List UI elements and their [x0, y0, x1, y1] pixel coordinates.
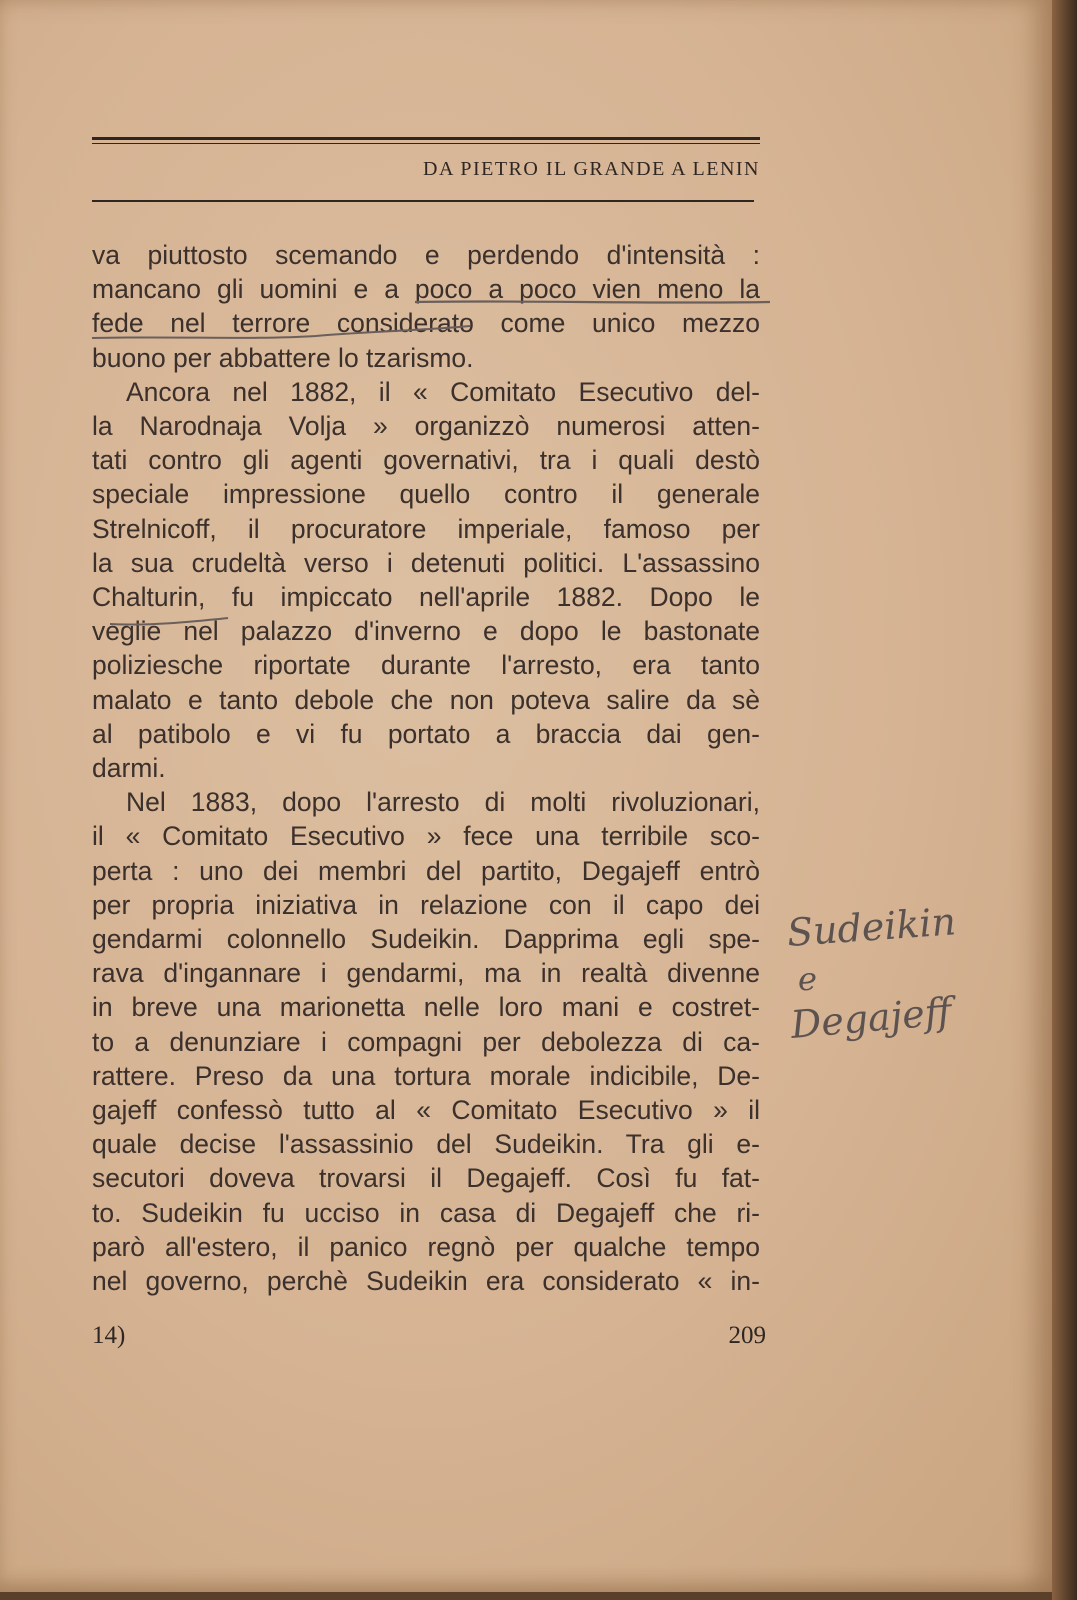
text-line: mancano gli uomini e a poco a poco vien meno la [92, 274, 760, 305]
signature-mark: 14) [92, 1322, 126, 1349]
header-rule-bottom [92, 200, 754, 202]
text-line: buono per abbattere lo tzarismo. [92, 342, 474, 373]
text-line: rava d'ingannare i gendarmi, ma in realtà divenne [92, 958, 760, 989]
text-line: secutori doveva trovarsi il Degajeff. Così fu fat- [92, 1163, 760, 1194]
text-line: Strelnicoff, il procuratore imperiale, famoso per [92, 513, 760, 544]
text-line: gendarmi colonnello Sudeikin. Dapprima egli spe- [92, 924, 760, 955]
text-line: Ancora nel 1882, il « Comitato Esecutivo del- [126, 376, 760, 407]
text-line: va piuttosto scemando e perdendo d'intensità : [92, 240, 760, 270]
page-number: 209 [728, 1322, 766, 1349]
text-line: to. Sudeikin fu ucciso in casa di Degajeff che ri- [92, 1197, 760, 1228]
text-line: la Narodnaja Volja » organizzò numerosi atten- [92, 411, 760, 442]
margin-note-line-2: e [798, 960, 817, 998]
text-line: parò all'estero, il panico regnò per qualche tempo [92, 1231, 760, 1262]
text-line: tati contro gli agenti governativi, tra i quali destò [92, 445, 760, 476]
margin-note-line-1: Sudeikin [785, 899, 958, 955]
text-line: la sua crudeltà verso i detenuti politici. L'assassino [92, 547, 760, 578]
header-rule-thick [92, 137, 760, 140]
text-line: to a denunziare i compagni per debolezza di ca- [92, 1026, 760, 1057]
running-head: DA PIETRO IL GRANDE A LENIN [423, 158, 760, 180]
text-line: perta : uno dei membri del partito, Degajeff entrò [92, 855, 760, 886]
text-line: rattere. Preso da una tortura morale indicibile, De- [92, 1060, 760, 1091]
text-line: per propria iniziativa in relazione con il capo dei [92, 889, 760, 920]
text-line: malato e tanto debole che non poteva salire da sè [92, 684, 760, 715]
text-line: nel governo, perchè Sudeikin era considerato « in- [92, 1266, 760, 1297]
body-text [92, 238, 760, 1298]
text-line: veglie nel palazzo d'inverno e dopo le bastonate [92, 616, 760, 647]
margin-note-line-3: Degajeff [788, 989, 954, 1047]
text-line: poliziesche riportate durante l'arresto, era tanto [92, 650, 760, 681]
text-line: darmi. [92, 753, 166, 784]
text-line: Chalturin, fu impiccato nell'aprile 1882. Dopo le [92, 582, 760, 613]
page-edge-shadow [1052, 0, 1077, 1600]
text-line: in breve una marionetta nelle loro mani e costret- [92, 992, 760, 1023]
text-line: quale decise l'assassinio del Sudeikin. Tra gli e- [92, 1129, 760, 1160]
text-line: al patibolo e vi fu portato a braccia dai gen- [92, 718, 760, 749]
handwritten-margin-note [784, 890, 984, 1070]
text-line: Nel 1883, dopo l'arresto di molti rivoluzionari, [126, 787, 760, 818]
text-line: gajeff confessò tutto al « Comitato Esecutivo » il [92, 1095, 760, 1126]
text-line: il « Comitato Esecutivo » fece una terribile sco- [92, 821, 760, 852]
text-line: speciale impressione quello contro il generale [92, 479, 760, 510]
text-line: fede nel terrore considerato come unico mezzo [92, 308, 760, 339]
header-rule-thin [92, 143, 760, 144]
